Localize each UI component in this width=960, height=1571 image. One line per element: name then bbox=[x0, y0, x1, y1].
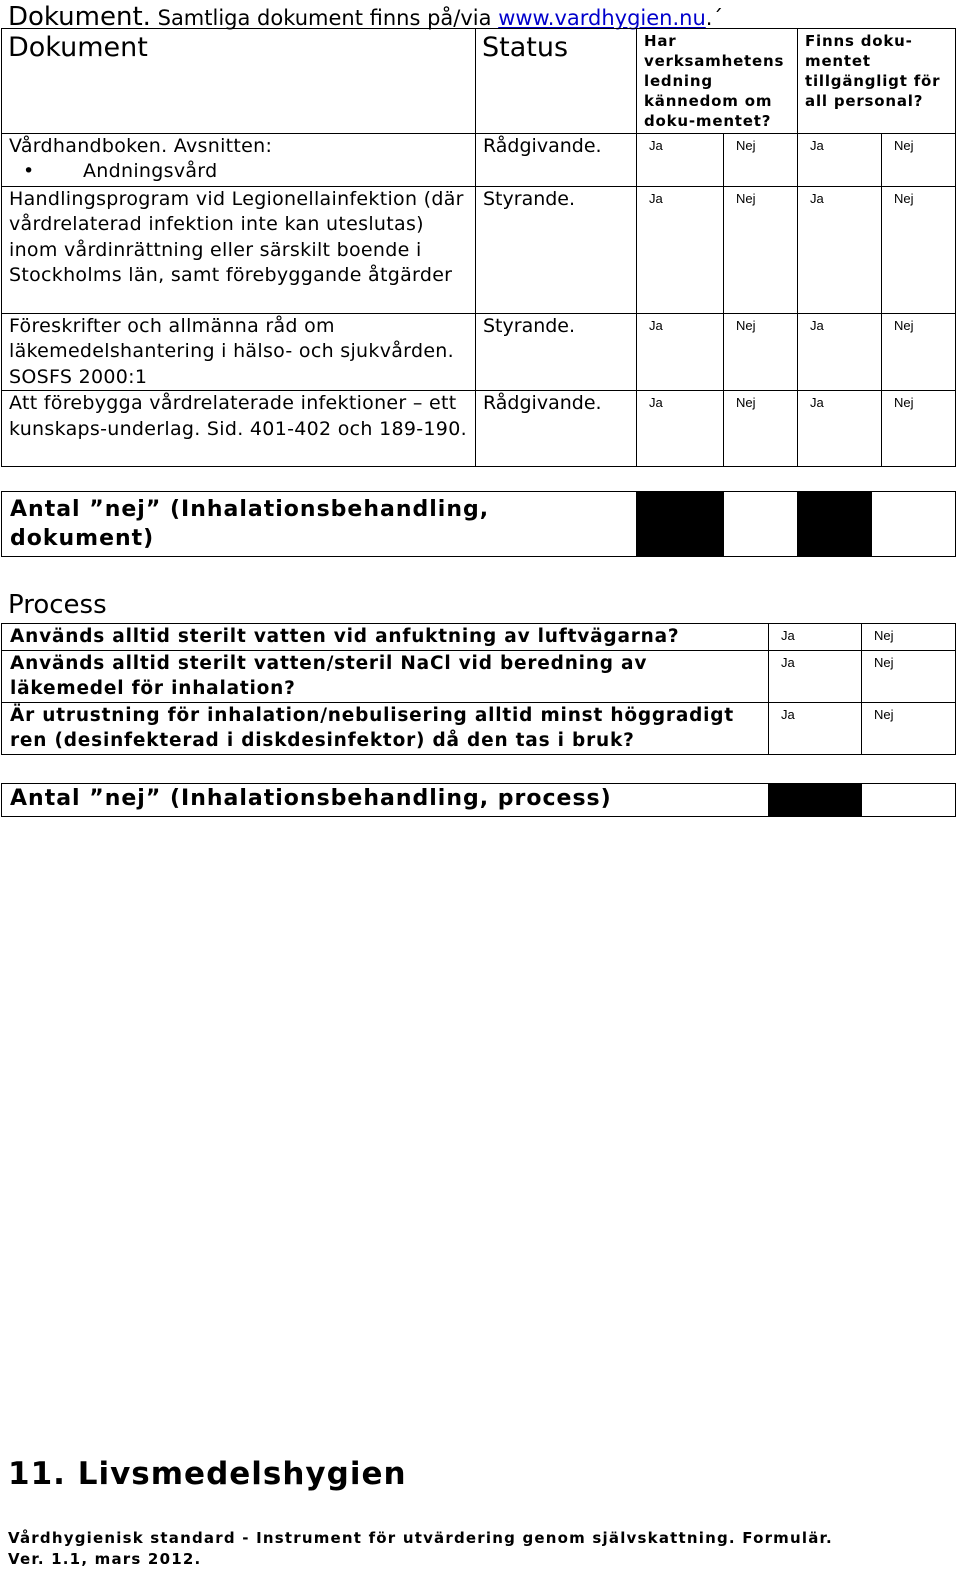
document-count-label: Antal ”nej” (Inhalationsbehandling, dokument) bbox=[2, 492, 637, 557]
document-count-table bbox=[1, 491, 956, 557]
status-cell: Styrande. bbox=[476, 314, 637, 391]
status-cell: Rådgivande. bbox=[476, 134, 637, 187]
vardhygien-link[interactable]: www.vardhygien.nu bbox=[498, 6, 706, 30]
blocked-cell bbox=[637, 492, 724, 557]
nej-option[interactable]: Nej bbox=[724, 314, 798, 391]
nej-option[interactable]: Nej bbox=[862, 624, 956, 651]
count-input-cell[interactable] bbox=[724, 492, 798, 557]
table-row bbox=[2, 624, 956, 651]
table-row bbox=[2, 702, 956, 754]
count-input-cell[interactable] bbox=[872, 492, 956, 557]
table-row bbox=[2, 650, 956, 702]
ja-option[interactable]: Ja bbox=[637, 314, 724, 391]
ja-option[interactable]: Ja bbox=[798, 134, 882, 187]
footer-line-1: Vårdhygienisk standard - Instrument för utvärdering genom självskattning. Formulär. bbox=[8, 1529, 833, 1547]
nej-option[interactable]: Nej bbox=[724, 391, 798, 467]
ja-option[interactable]: Ja bbox=[769, 702, 862, 754]
document-cell: Handlingsprogram vid Legionellainfektion (där vårdrelaterad infektion inte kan uteslutas) inom vårdinrättning eller särskilt boende i Stockholms län, samt förebyggande åtgärder bbox=[2, 187, 476, 314]
document-cell: Föreskrifter och allmänna råd om läkemedelshantering i hälso- och sjukvården. SOSFS 2000:1 bbox=[2, 314, 476, 391]
ja-option[interactable]: Ja bbox=[798, 314, 882, 391]
ja-option[interactable]: Ja bbox=[637, 187, 724, 314]
question-text: Används alltid sterilt vatten vid anfuktning av luftvägarna? bbox=[2, 624, 769, 651]
process-count-label: Antal ”nej” (Inhalationsbehandling, process) bbox=[2, 784, 769, 817]
table-row bbox=[2, 391, 956, 467]
intro-title: Dokument. bbox=[8, 2, 151, 32]
process-count-row bbox=[2, 784, 956, 817]
status-cell: Rådgivande. bbox=[476, 391, 637, 467]
footer-line-2: Ver. 1.1, mars 2012. bbox=[8, 1550, 202, 1568]
header-document: Dokument bbox=[2, 29, 476, 134]
ja-option[interactable]: Ja bbox=[637, 391, 724, 467]
bullet-item: • Andningsvård bbox=[9, 159, 471, 184]
status-cell: Styrande. bbox=[476, 187, 637, 314]
nej-option[interactable]: Nej bbox=[724, 134, 798, 187]
ja-option[interactable]: Ja bbox=[637, 134, 724, 187]
process-count-table bbox=[1, 783, 956, 817]
section-title: 11. Livsmedelshygien bbox=[8, 1456, 407, 1492]
document-text: Vårdhandboken. Avsnitten: bbox=[9, 135, 273, 157]
count-input-cell[interactable] bbox=[862, 784, 956, 817]
nej-option[interactable]: Nej bbox=[882, 187, 956, 314]
intro-tail: .´ bbox=[705, 6, 723, 30]
nej-option[interactable]: Nej bbox=[862, 650, 956, 702]
table-row bbox=[2, 187, 956, 314]
document-table bbox=[1, 28, 956, 467]
nej-option[interactable]: Nej bbox=[882, 391, 956, 467]
ja-option[interactable]: Ja bbox=[798, 187, 882, 314]
ja-option[interactable]: Ja bbox=[769, 624, 862, 651]
blocked-cell bbox=[798, 492, 872, 557]
document-cell bbox=[2, 134, 476, 187]
nej-option[interactable]: Nej bbox=[882, 134, 956, 187]
document-cell: Att förebygga vårdrelaterade infektioner – ett kunskaps-underlag. Sid. 401-402 och 189-190. bbox=[2, 391, 476, 467]
header-status: Status bbox=[476, 29, 637, 134]
table-row bbox=[2, 134, 956, 187]
header-available: Finns doku-mentet tillgängligt för all personal? bbox=[798, 29, 956, 134]
process-title: Process bbox=[8, 590, 107, 620]
footer bbox=[8, 1528, 833, 1570]
nej-option[interactable]: Nej bbox=[882, 314, 956, 391]
question-text: Är utrustning för inhalation/nebulisering alltid minst höggradigt ren (desinfekterad i diskdesinfektor) då den tas i bruk? bbox=[2, 702, 769, 754]
document-count-row bbox=[2, 492, 956, 557]
ja-option[interactable]: Ja bbox=[798, 391, 882, 467]
intro-text: Samtliga dokument finns på/via bbox=[150, 6, 499, 30]
question-text: Används alltid sterilt vatten/steril NaCl vid beredning av läkemedel för inhalation? bbox=[2, 650, 769, 702]
document-table-header bbox=[2, 29, 956, 134]
ja-option[interactable]: Ja bbox=[769, 650, 862, 702]
blocked-cell bbox=[769, 784, 862, 817]
header-known: Har verksamhetens ledning kännedom om doku-mentet? bbox=[637, 29, 798, 134]
nej-option[interactable]: Nej bbox=[724, 187, 798, 314]
nej-option[interactable]: Nej bbox=[862, 702, 956, 754]
process-table bbox=[1, 623, 956, 755]
table-row bbox=[2, 314, 956, 391]
